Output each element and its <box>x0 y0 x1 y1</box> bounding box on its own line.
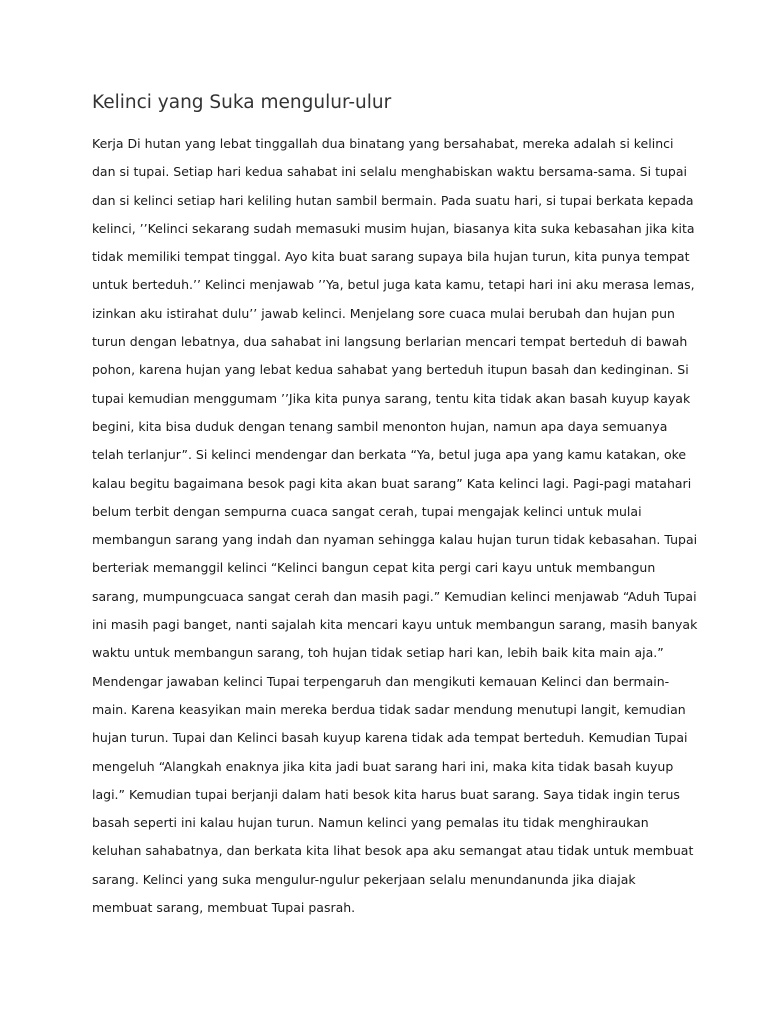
paragraph-line: mengeluh “Alangkah enaknya jika kita jadi buat sarang hari ini, maka kita tidak basah kuyup <box>92 758 674 774</box>
paragraph-line: dan si kelinci setiap hari keliling hutan sambil bermain. Pada suatu hari, si tupai berkata kepada <box>92 192 694 208</box>
paragraph-line: sarang. Kelinci yang suka mengulur-ngulur pekerjaan selalu menundanunda jika diajak <box>92 871 636 887</box>
paragraph-line: Kerja Di hutan yang lebat tinggallah dua binatang yang bersahabat, mereka adalah si kelinci <box>92 136 674 151</box>
paragraph-line: membuat sarang, membuat Tupai pasrah. <box>92 900 356 916</box>
paragraph-line: kelinci, ’’Kelinci sekarang sudah memasuki musim hujan, biasanya kita suka kebasahan jika kita <box>92 220 695 236</box>
paragraph-line: Mendengar jawaban kelinci Tupai terpengaruh dan mengikuti kemauan Kelinci dan bermain- <box>92 673 670 689</box>
paragraph-line: kalau begitu bagaimana besok pagi kita akan buat sarang” Kata kelinci lagi. Pagi-pagi matahari <box>92 475 692 491</box>
paragraph-line: main. Karena keasyikan main mereka berdua tidak sadar mendung menutupi langit, kemudian <box>92 701 686 717</box>
paragraph-line: hujan turun. Tupai dan Kelinci basah kuyup karena tidak ada tempat berteduh. Kemudian Tupai <box>92 730 688 746</box>
paragraph-line: sarang, mumpungcuaca sangat cerah dan masih pagi.” Kemudian kelinci menjawab “Aduh Tupai <box>92 588 697 604</box>
paragraph-line: pohon, karena hujan yang lebat kedua sahabat yang berteduh itupun basah dan kedinginan. Si <box>92 362 689 378</box>
paragraph-line: belum terbit dengan sempurna cuaca sangat cerah, tupai mengajak kelinci untuk mulai <box>92 503 642 519</box>
paragraph-line: dan si tupai. Setiap hari kedua sahabat ini selalu menghabiskan waktu bersama-sama. Si tupai <box>92 164 687 180</box>
paragraph-line: tupai kemudian menggumam ’’Jika kita punya sarang, tentu kita tidak akan basah kuyup kayak <box>92 390 691 406</box>
document-title: Kelinci yang Suka mengulur-ulur <box>92 92 392 113</box>
paragraph-line: turun dengan lebatnya, dua sahabat ini langsung berlarian mencari tempat berteduh di bawah <box>92 334 688 350</box>
story-paragraph <box>92 134 698 926</box>
paragraph-line: begini, kita bisa duduk dengan tenang sambil menonton hujan, namun apa daya semuanya <box>92 418 668 434</box>
paragraph-line: untuk berteduh.’’ Kelinci menjawab ’’Ya, betul juga kata kamu, tetapi hari ini aku merasa lemas, <box>92 277 695 293</box>
paragraph-line: tidak memiliki tempat tinggal. Ayo kita buat sarang supaya bila hujan turun, kita punya tempat <box>92 249 690 265</box>
paragraph-line: waktu untuk membangun sarang, toh hujan tidak setiap hari kan, lebih baik kita main aja.” <box>92 645 664 661</box>
paragraph-line: membangun sarang yang indah dan nyaman sehingga kalau hujan turun tidak kebasahan. Tupai <box>92 532 698 548</box>
paragraph-line: telah terlanjur”. Si kelinci mendengar dan berkata “Ya, betul juga apa yang kamu katakan, oke <box>92 447 687 463</box>
paragraph-line: berteriak memanggil kelinci “Kelinci bangun cepat kita pergi cari kayu untuk membangun <box>92 560 656 576</box>
paragraph-line: basah seperti ini kalau hujan turun. Namun kelinci yang pemalas itu tidak menghiraukan <box>92 815 649 831</box>
paragraph-line: keluhan sahabatnya, dan berkata kita lihat besok apa aku semangat atau tidak untuk membuat <box>92 843 694 859</box>
paragraph-line: ini masih pagi banget, nanti sajalah kita mencari kayu untuk membangun sarang, masih banyak <box>92 617 698 633</box>
paragraph-line: izinkan aku istirahat dulu’’ jawab kelinci. Menjelang sore cuaca mulai berubah dan hujan pun <box>92 305 675 321</box>
paragraph-line: lagi.” Kemudian tupai berjanji dalam hati besok kita harus buat sarang. Saya tidak ingin terus <box>92 786 680 802</box>
